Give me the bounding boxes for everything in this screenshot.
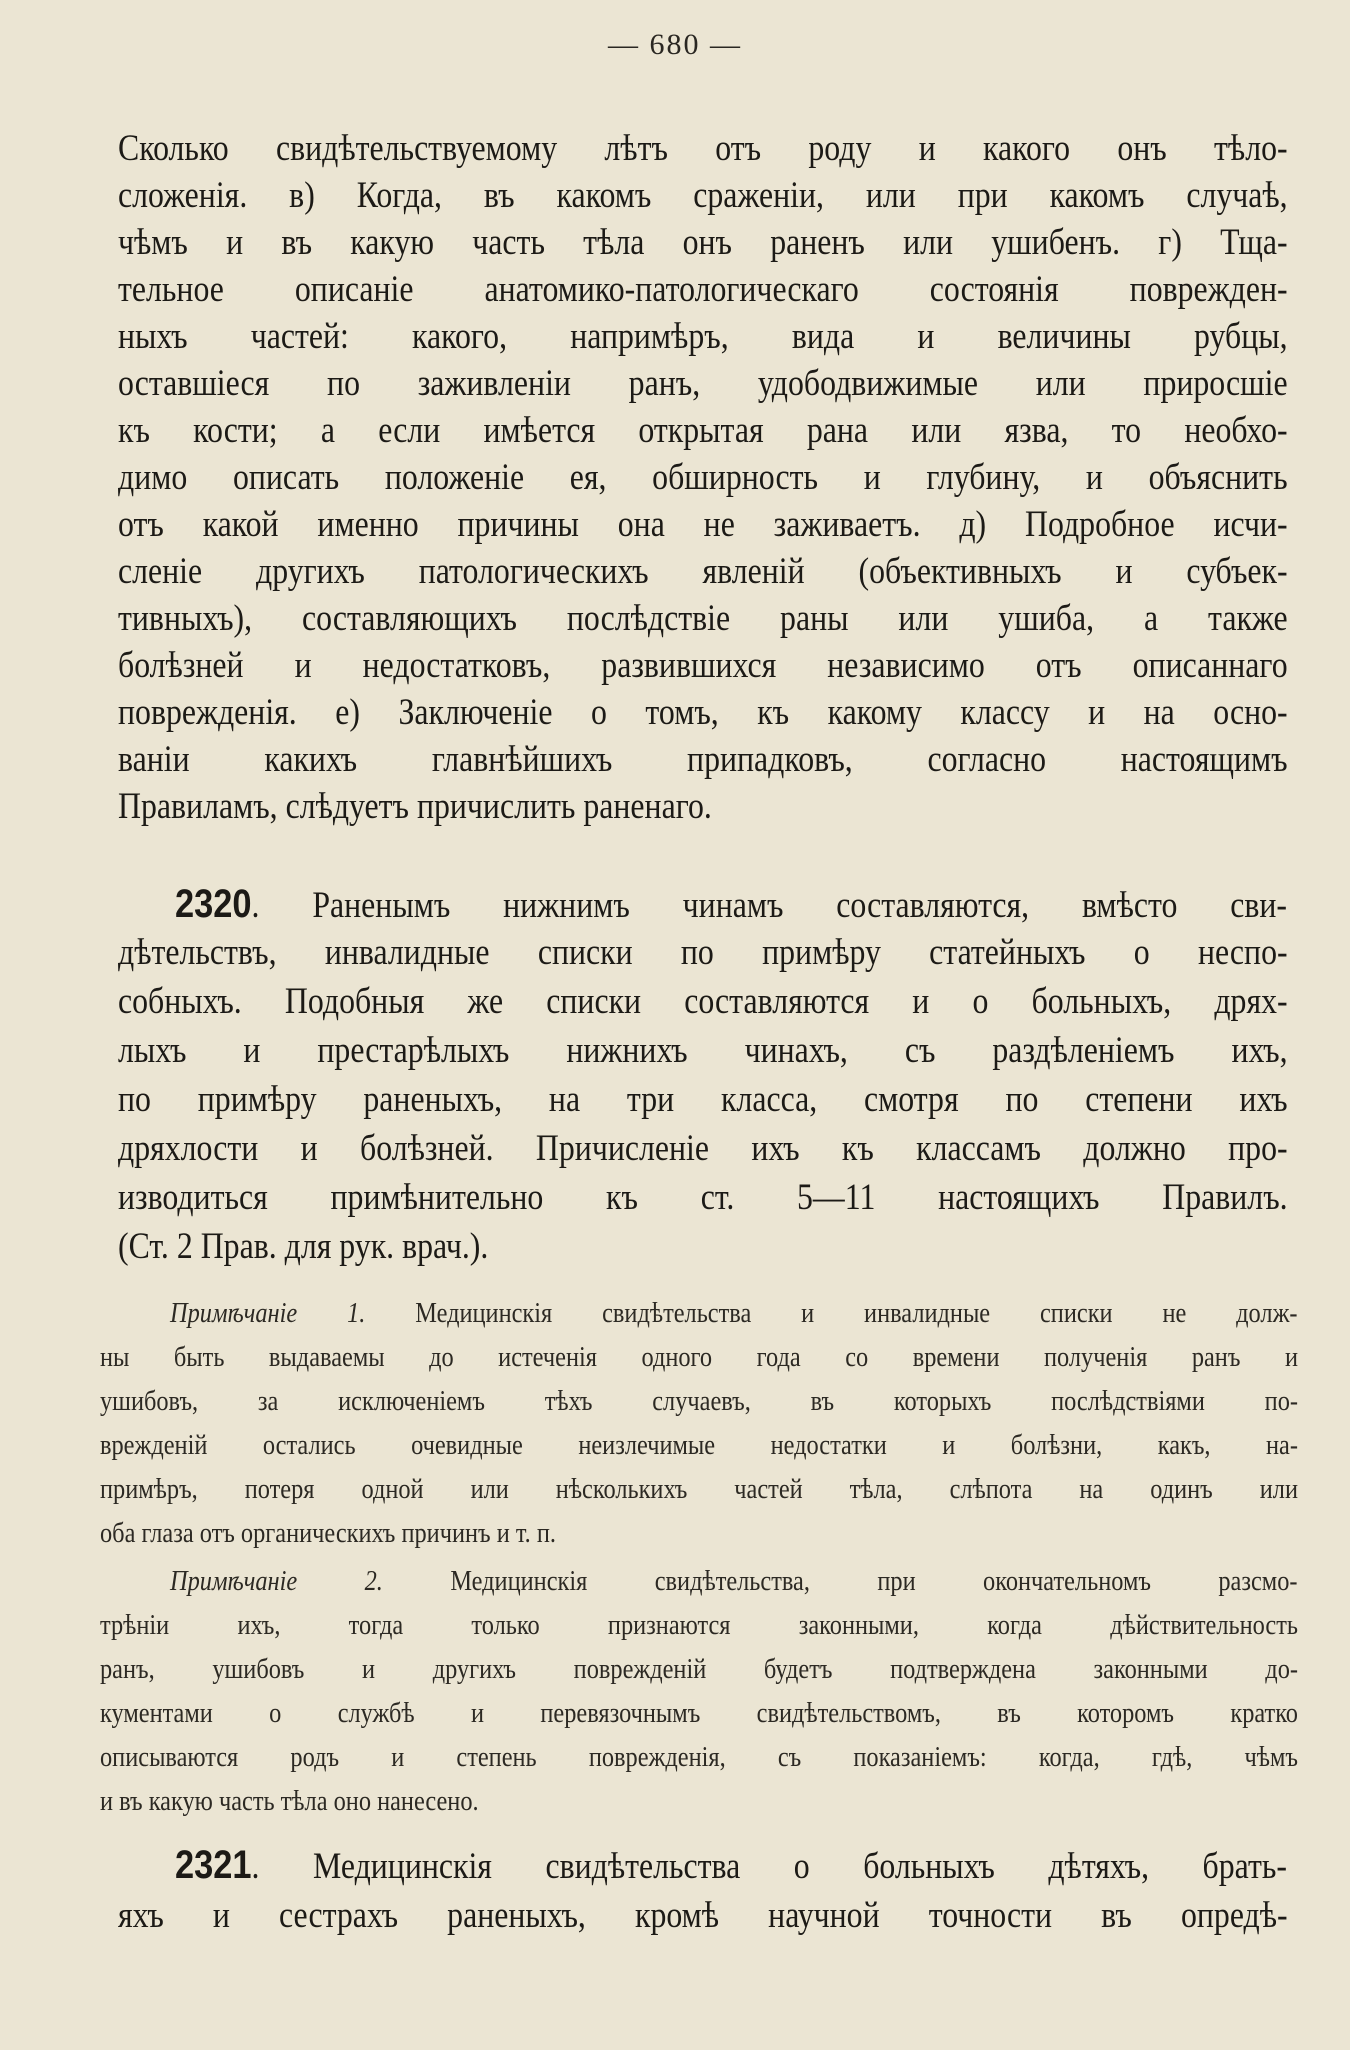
text-line: тельное описаніе анатомико-патологическаго состоянія поврежден- — [118, 269, 1288, 310]
article-first-line — [175, 1843, 1287, 1887]
text-line: сленіе другихъ патологическихъ явленій (объективныхъ и субъек- — [118, 551, 1288, 592]
note-line: описываются родъ и степень поврежденія, съ показаніемъ: когда, гдѣ, чѣмъ — [100, 1742, 1298, 1773]
note-line: ранъ, ушибовъ и другихъ поврежденій будетъ подтверждена законными до- — [100, 1654, 1298, 1685]
article-number: 2321 — [175, 1843, 252, 1887]
page-number: — 680 — — [608, 28, 742, 61]
text-line: болѣзней и недостатковъ, развившихся независимо отъ описаннаго — [118, 645, 1288, 686]
text-line: ныхъ частей: какого, напримѣръ, вида и величины рубцы, — [118, 316, 1288, 357]
text-line: Сколько свидѣтельствуемому лѣтъ отъ роду и какого онъ тѣло- — [118, 128, 1288, 169]
note-line: врежденій остались очевидные неизлечимые недостатки и болѣзни, какъ, на- — [100, 1430, 1298, 1461]
text-line: Правиламъ, слѣдуетъ причислить раненаго. — [118, 786, 712, 827]
text-line: . Медицинскія свидѣтельства о больныхъ дѣтяхъ, брать- — [251, 1846, 1287, 1887]
note-first-line — [170, 1564, 1298, 1600]
note-line: ушибовъ, за исключеніемъ тѣхъ случаевъ, въ которыхъ послѣдствіями по- — [100, 1386, 1298, 1417]
text-line: ваніи какихъ главнѣйшихъ припадковъ, согласно настоящимъ — [118, 739, 1288, 780]
article-first-line — [175, 882, 1287, 926]
article-number: 2320 — [175, 882, 252, 926]
text-line: оставшіеся по заживленіи ранъ, удободвижимые или приросшіе — [118, 363, 1288, 404]
note-line: кументами о службѣ и перевязочнымъ свидѣтельствомъ, въ которомъ кратко — [100, 1698, 1298, 1729]
note-line: примѣръ, потеря одной или нѣсколькихъ частей тѣла, слѣпота на одинъ или — [100, 1474, 1298, 1505]
note-line: Медицинскія свидѣтельства и инвалидные списки не долж- — [365, 1298, 1298, 1329]
text-line: къ кости; а если имѣется открытая рана или язва, то необхо- — [118, 410, 1288, 451]
text-line: изводиться примѣнительно къ ст. 5—11 настоящихъ Правилъ. — [118, 1177, 1288, 1218]
text-line: тивныхъ), составляющихъ послѣдствіе раны или ушиба, а также — [118, 598, 1288, 639]
note-label: Примѣчаніе 2. — [170, 1566, 383, 1597]
note-line: оба глаза отъ органическихъ причинъ и т. п. — [100, 1518, 556, 1549]
text-line: собныхъ. Подобныя же списки составляются и о больныхъ, дрях- — [118, 981, 1288, 1022]
text-line: лыхъ и престарѣлыхъ нижнихъ чинахъ, съ раздѣленіемъ ихъ, — [118, 1030, 1288, 1071]
note-line: ны быть выдаваемы до истеченія одного года со времени полученія ранъ и — [100, 1342, 1298, 1373]
text-line: отъ какой именно причины она не заживаетъ. д) Подробное исчи- — [118, 504, 1288, 545]
text-line: димо описать положеніе ея, обширность и глубину, и объяснить — [118, 457, 1288, 498]
text-line: (Ст. 2 Прав. для рук. врач.). — [118, 1226, 489, 1267]
text-line: дряхлости и болѣзней. Причисленіе ихъ къ классамъ должно про- — [118, 1128, 1288, 1169]
text-line: по примѣру раненыхъ, на три класса, смотря по степени ихъ — [118, 1079, 1288, 1120]
text-line: яхъ и сестрахъ раненыхъ, кромѣ научной точности въ опредѣ- — [118, 1895, 1288, 1936]
text-line: . Раненымъ нижнимъ чинамъ составляются, вмѣсто сви- — [251, 885, 1287, 926]
note-line: и въ какую часть тѣла оно нанесено. — [100, 1786, 479, 1817]
note-label: Примѣчаніе 1. — [170, 1298, 366, 1329]
note-line: Медицинскія свидѣтельства, при окончательномъ разсмо- — [382, 1566, 1298, 1597]
text-line: дѣтельствъ, инвалидные списки по примѣру статейныхъ о неспо- — [118, 932, 1288, 973]
note-line: трѣніи ихъ, тогда только признаются законными, когда дѣйствительность — [100, 1610, 1298, 1641]
text-line: сложенія. в) Когда, въ какомъ сраженіи, или при какомъ случаѣ, — [118, 175, 1288, 216]
note-first-line — [170, 1296, 1298, 1332]
text-line: чѣмъ и въ какую часть тѣла онъ раненъ или ушибенъ. г) Тща- — [118, 222, 1288, 263]
text-line: поврежденія. е) Заключеніе о томъ, къ какому классу и на осно- — [118, 692, 1288, 733]
